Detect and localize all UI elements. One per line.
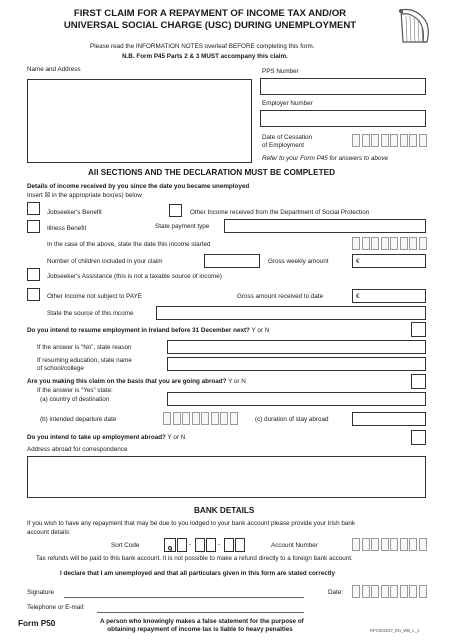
other-income-dsp-checkbox[interactable] [169, 204, 182, 217]
sort-code-box-1[interactable] [164, 538, 176, 552]
declaration-text: I declare that I am unemployed and that all particulars given in this form are stated correctly [60, 570, 336, 577]
bank-intro-2: account details: [27, 529, 71, 536]
duration-field[interactable] [352, 412, 426, 426]
work-abroad-question [27, 434, 185, 442]
name-address-field[interactable] [27, 79, 252, 163]
state-payment-type-field[interactable] [224, 219, 426, 233]
employer-label: Employer Number [262, 100, 313, 107]
country-label: (a) country of destination [40, 396, 110, 403]
abroad-answer-box[interactable] [411, 374, 426, 389]
sort-code-box-3[interactable] [195, 538, 205, 552]
source-label: State the source of this income [47, 310, 134, 317]
telephone-line[interactable] [97, 612, 304, 613]
pps-field[interactable] [260, 78, 426, 95]
cessation-label-2: of Employment [262, 142, 304, 149]
jobseekers-benefit-label: Jobseeker's Benefit [47, 209, 102, 216]
abroad-question [27, 378, 246, 386]
sort-code-box-6[interactable] [235, 538, 245, 552]
address-abroad-label: Address abroad for correspondence [27, 446, 128, 453]
work-abroad-question-text: Do you intend to take up employment abroad? [27, 434, 166, 441]
form-code: RPC002037_EN_WB_L_1 [370, 628, 420, 633]
warning-line-2: obtaining repayment of income tax is liable to heavy penalties [107, 626, 293, 633]
sort-code-label: Sort Code [111, 542, 140, 549]
address-abroad-field[interactable] [27, 456, 426, 498]
reason-label: If the answer is “No”, state reason [37, 344, 132, 351]
pps-label: PPS Number [262, 68, 299, 75]
illness-benefit-label: Illness Benefit [47, 225, 87, 232]
education-label-1: If resuming education, state name [37, 357, 132, 364]
cessation-date-field[interactable] [352, 134, 428, 147]
work-abroad-yn: Y or N [165, 434, 186, 441]
illness-benefit-checkbox[interactable] [27, 220, 40, 233]
gross-weekly-label: Gross weekly amount [268, 258, 329, 265]
date-label: Date: [328, 589, 344, 596]
children-field[interactable] [204, 254, 260, 268]
work-abroad-answer-box[interactable] [411, 430, 426, 445]
departure-label: (b) intended departure date [40, 416, 117, 423]
gross-weekly-field[interactable] [352, 254, 426, 268]
harp-emblem-icon [393, 6, 435, 46]
sort-code-box-4[interactable] [206, 538, 216, 552]
resume-question [27, 327, 269, 335]
euro-symbol: € [356, 258, 360, 265]
sort-code-dash-1: - [189, 541, 192, 548]
employer-field[interactable] [260, 110, 426, 127]
resume-question-text: Do you intend to resume employment in Ireland before 31 December next? [27, 327, 250, 334]
children-label: Number of children included in your claim [47, 258, 163, 265]
account-number-label: Account Number [271, 542, 318, 549]
sections-heading: All SECTIONS AND THE DECLARATION MUST BE COMPLETED [88, 168, 335, 177]
name-address-label: Name and Address [27, 66, 81, 73]
departure-date-field[interactable] [163, 412, 239, 425]
euro-symbol: € [356, 293, 360, 300]
declaration-date-field[interactable] [352, 585, 428, 598]
account-number-field[interactable] [352, 538, 428, 551]
resume-yn: Y or N [249, 327, 270, 334]
jobseekers-assistance-label: Jobseeker's Assistance (this is not a taxable source of income) [47, 273, 222, 280]
jobseekers-benefit-checkbox[interactable] [27, 202, 40, 215]
insert-instruction: Insert ☒ in the appropriate box(es) below [27, 192, 142, 199]
state-payment-type-label: State payment type [155, 223, 210, 230]
other-not-paye-checkbox[interactable] [27, 288, 40, 301]
abroad-question-text: Are you making this claim on the basis that you are going abroad? [27, 378, 227, 385]
gross-to-date-field[interactable] [352, 289, 426, 303]
p45-note: N.B. Form P45 Parts 2 & 3 MUST accompany this claim. [122, 53, 288, 60]
warning-line-1: A person who knowingly makes a false statement for the purpose of [100, 618, 304, 625]
form-title-line1: FIRST CLAIM FOR A REPAYMENT OF INCOME TAX AND/OR [73, 8, 347, 19]
sort-code-prefix: 9 [167, 545, 173, 554]
bank-note: Tax refunds will be paid to this bank account. It is not possible to make a refund directly to a foreign bank account. [36, 555, 353, 562]
info-note: Please read the INFORMATION NOTES overleaf BEFORE completing this form. [90, 43, 315, 50]
other-not-paye-label: Other Income not subject to PAYE [47, 293, 142, 300]
country-field[interactable] [167, 392, 426, 406]
bank-heading: BANK DETAILS [194, 506, 255, 515]
sort-code-dash-2: - [218, 541, 221, 548]
sort-code-box-5[interactable] [224, 538, 234, 552]
bank-intro-1: If you wish to have any repayment that may be due to you lodged to your bank account please provide your Irish bank [27, 520, 355, 527]
income-heading: Details of income received by you since the date you became unemployed [27, 183, 250, 190]
signature-label: Signature [27, 589, 54, 596]
resume-answer-box[interactable] [411, 322, 426, 337]
form-title-line2: UNIVERSAL SOCIAL CHARGE (USC) DURING UNEMPLOYMENT [63, 20, 357, 31]
source-field[interactable] [156, 306, 426, 320]
education-field[interactable] [167, 357, 426, 371]
p45-refer-note: Refer to your Form P45 for answers to above [262, 155, 388, 162]
form-number: Form P50 [18, 619, 56, 628]
reason-field[interactable] [167, 340, 426, 354]
jobseekers-assistance-checkbox[interactable] [27, 268, 40, 281]
duration-label: (c) duration of stay abroad [255, 416, 329, 423]
date-started-label: In the case of the above, state the date this income started [47, 241, 211, 248]
signature-line[interactable] [64, 597, 304, 598]
telephone-label: Telephone or E-mail: [27, 604, 85, 611]
abroad-yn: Y or N [226, 378, 246, 385]
sort-code-box-2[interactable] [177, 538, 187, 552]
gross-to-date-label: Gross amount received to date [237, 293, 324, 300]
other-income-dsp-label: Other Income received from the Department of Social Protection [190, 209, 370, 216]
date-started-field[interactable] [352, 237, 428, 250]
education-label-2: of school/college [37, 365, 84, 372]
cessation-label-1: Date of Cessation [262, 134, 313, 141]
if-yes-label: If the answer is “Yes” state: [37, 387, 113, 394]
